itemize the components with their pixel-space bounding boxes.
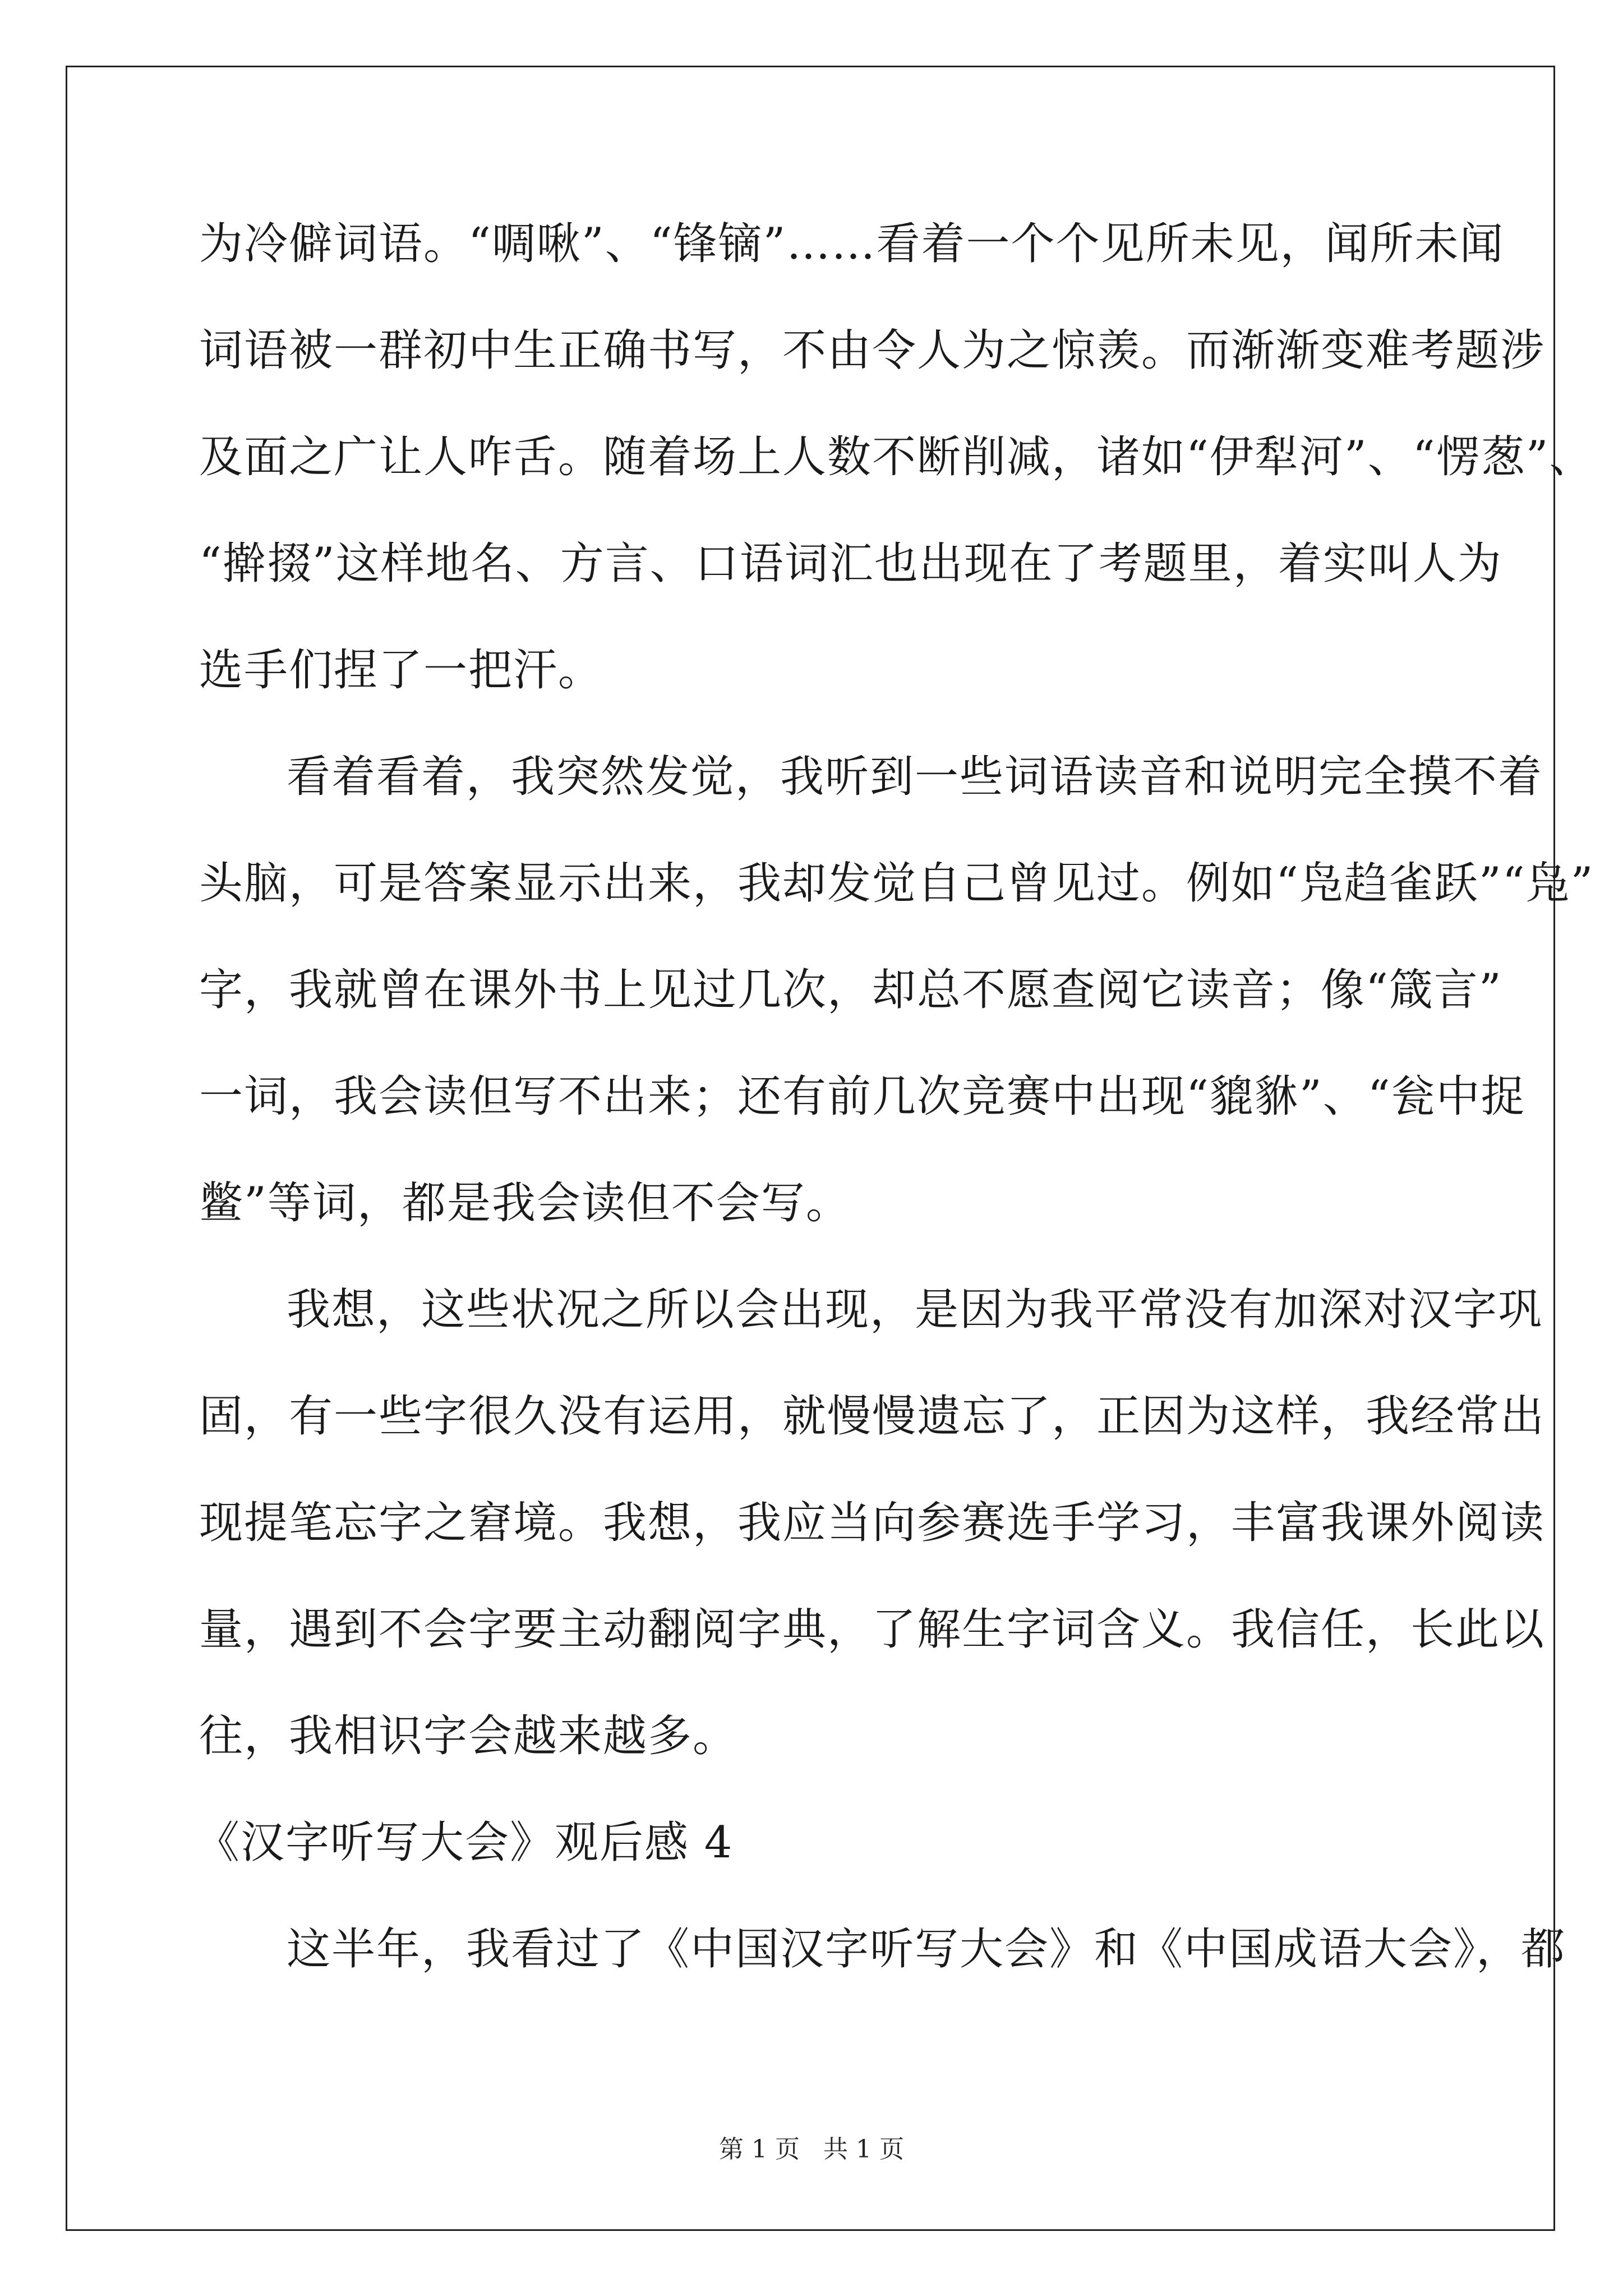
section-heading: 《汉字听写大会》观后感 4 [196, 1818, 734, 1868]
text-line-2: 词语被一群初中生正确书写，不由令人为之惊羡。而渐渐变难考题涉 [199, 325, 1546, 376]
text-line-13: 现提笔忘字之窘境。我想，我应当向参赛选手学习，丰富我课外阅读 [199, 1498, 1546, 1548]
text-line-15: 往，我相识字会越来越多。 [199, 1711, 738, 1761]
text-line-4: “擀掇”这样地名、方言、口语词汇也出现在了考题里，着实叫人为 [199, 539, 1502, 589]
text-line-1: 为冷僻词语。“啁啾”、“锋镝”……看着一个个见所未见，闻所未闻 [199, 219, 1505, 269]
text-line-10: 鳖”等词，都是我会读但不会写。 [199, 1178, 851, 1228]
text-line-17: 这半年，我看过了《中国汉字听写大会》和《中国成语大会》，都 [287, 1924, 1566, 1975]
page-footer [0, 2129, 1623, 2165]
text-line-6: 看着看着，我突然发觉，我听到一些词语读音和说明完全摸不着 [287, 752, 1543, 802]
text-line-11: 我想，这些状况之所以会出现，是因为我平常没有加深对汉字巩 [287, 1285, 1543, 1335]
page-total: 共 1 页 [823, 2135, 904, 2164]
text-line-8: 字，我就曾在课外书上见过几次，却总不愿查阅它读音；像“箴言” [199, 965, 1502, 1015]
page-number: 第 1 页 [719, 2135, 800, 2164]
text-line-3: 及面之广让人咋舌。随着场上人数不断削减，诸如“伊犁河”、“愣葱”、 [199, 432, 1594, 482]
document-body [196, 191, 1594, 2003]
text-line-12: 固，有一些字很久没有运用，就慢慢遗忘了，正因为这样，我经常出 [199, 1391, 1546, 1442]
text-line-7: 头脑，可是答案显示出来，我却发觉自己曾见过。例如“凫趋雀跃”“凫” [199, 858, 1594, 909]
text-line-9: 一词，我会读但写不出来；还有前几次竞赛中出现“貔貅”、“瓮中捉 [199, 1071, 1526, 1122]
text-line-5: 选手们捏了一把汗。 [199, 645, 603, 696]
text-line-14: 量，遇到不会字要主动翻阅字典，了解生字词含义。我信任，长此以 [199, 1604, 1546, 1655]
